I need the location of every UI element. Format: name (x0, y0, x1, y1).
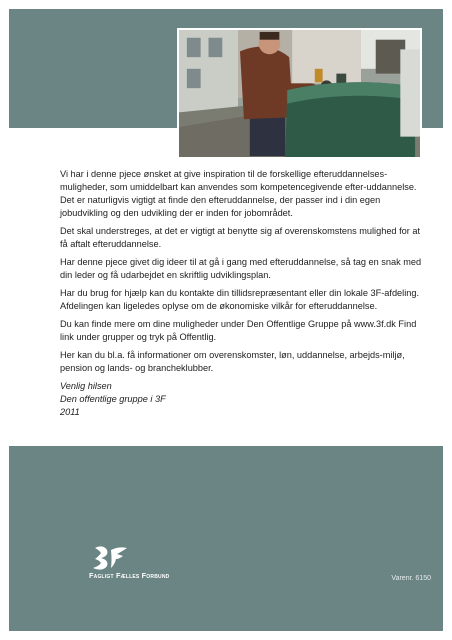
signoff-greeting: Venlig hilsen (60, 381, 112, 391)
signoff (60, 380, 425, 419)
paragraph: Har denne pjece givet dig ideer til at gå i gang med efteruddannelse, så tag en snak med din leder og få udarbejdet en skriftlig udviklingsplan. (60, 257, 422, 280)
photo-worker-with-wheelie-bins (179, 30, 420, 157)
item-number: Varenr. 6150 (391, 575, 431, 582)
paragraph: Du kan finde mere om dine muligheder under Den Offentlige Gruppe på www.3f.dk Find link under grupper og tryk på Offentlig. (60, 319, 417, 342)
logo-wordmark: Fagligt Fælles Forbund (89, 571, 170, 580)
signoff-sender: Den offentlige gruppe i 3F (60, 394, 166, 404)
body-text (60, 168, 425, 419)
paragraph: Vi har i denne pjece ønsket at give inspiration til de forskellige efteruddannelses-muligheder, som umiddelbart kan anvendes som kompetencegivende efter-uddannelse. Det er naturligvis vigtigt at finde den efteruddannelse, der passer ind i din egen jobudvikling og den udvikling der er inden for jobområdet. (60, 169, 417, 218)
cover-photo (177, 28, 422, 159)
bottom-color-band (9, 446, 443, 631)
paragraph: Det skal understreges, at det er vigtigt at benytte sig af overenskomstens mulighed for at få aftalt efteruddannelse. (60, 226, 421, 249)
signoff-year: 2011 (60, 407, 80, 417)
3f-logo (89, 544, 193, 584)
paragraph: Har du brug for hjælp kan du kontakte din tillidsrepræsentant eller din lokale 3F-afdeling. Afdelingen kan ligeledes oplyse om de økonomiske vilkår for efteruddannelse. (60, 288, 420, 311)
3f-logo-icon (89, 544, 129, 572)
paragraph: Her kan du bl.a. få informationer om overenskomster, løn, uddannelse, arbejds-miljø, pension og lands- og brancheklubber. (60, 350, 405, 373)
